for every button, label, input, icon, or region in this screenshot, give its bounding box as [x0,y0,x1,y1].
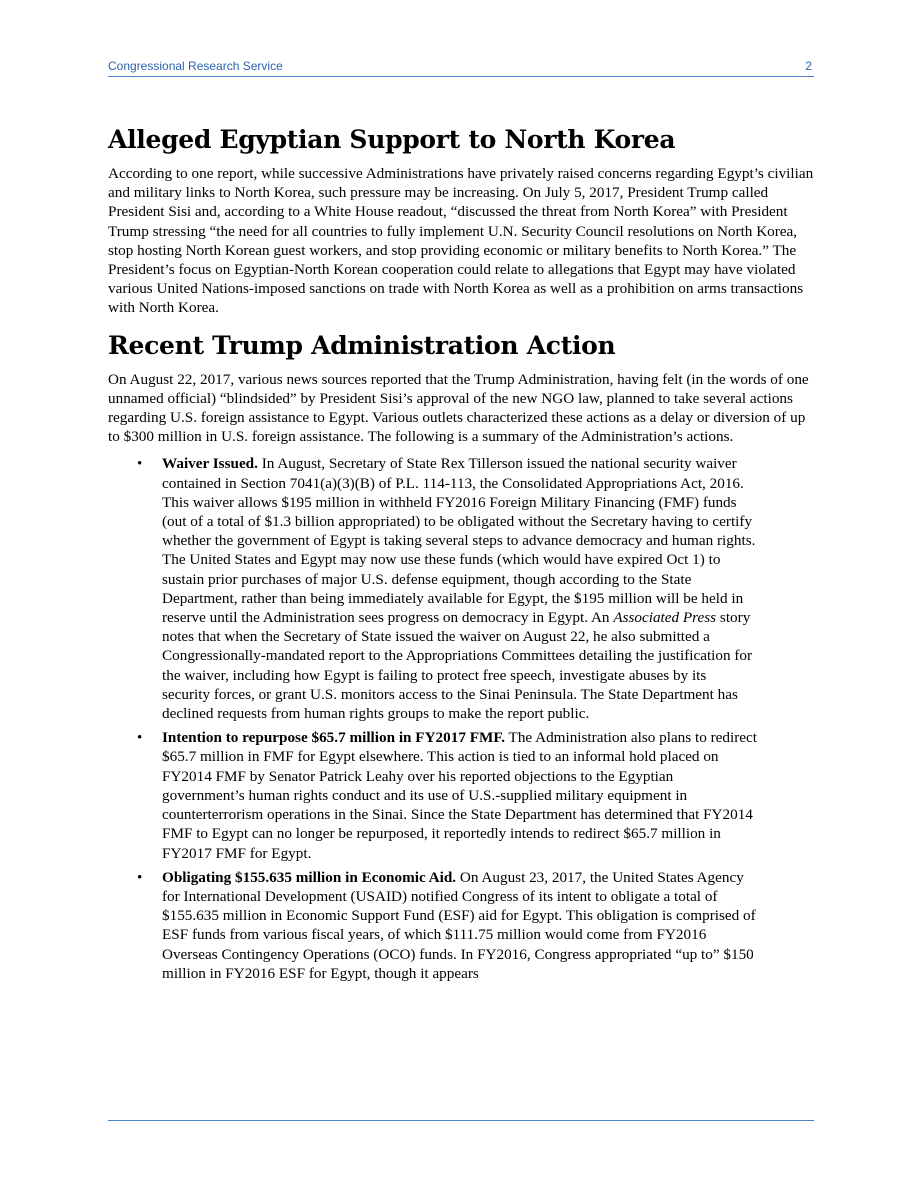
list-item [108,728,814,862]
actions-list [108,454,814,982]
bullet-icon: • [137,729,143,747]
bullet-icon: • [137,455,143,473]
bullet-text: On August 23, 2017, the United States Agency for International Development (USAID) notified Congress of its intent to obligate a total of $155.635 million in Economic Support Fund (ESF) aid for Egypt. This obligation is comprised of ESF funds from various fiscal years, of which $111.75 million would come from FY2016 Overseas Contingency Operations (OCO) funds. In FY2016, Congress appropriated “up to” $150 million in FY2016 ESF for Egypt, though it appears [162,868,756,982]
list-item [108,454,814,723]
section-paragraph: According to one report, while successive Administrations have privately raised concerns regarding Egypt’s civilian and military links to North Korea, such pressure may be increasing. On July 5, 2017, President Trump called President Sisi and, according to a White House readout, “discussed the threat from North Korea” with President Trump stressing “the need for all countries to fully implement U.N. Security Council resolutions on North Korea, stop hosting North Korean guest workers, and stop providing economic or military benefits to North Korea.” The President’s focus on Egyptian-North Korean cooperation could relate to allegations that Egypt may have violated various United Nations-imposed sanctions on trade with North Korea as well as a prohibition on arms transactions with North Korea. [108,165,814,317]
list-item [108,868,814,983]
bullet-italic: Associated Press [613,609,717,627]
bullet-text: In August, Secretary of State Rex Tillerson issued the national security waiver contained in Section 7041(a)(3)(B) of P.L. 114-113, the Consolidated Appropriations Act, 2016. This waiver allows $195 million in withheld FY2016 Foreign Military Financing (FMF) funds (out of a total of $1.3 billion appropriated) to be obligated without the Secretary having to certify whether the government of Egypt is taking several steps to advance democracy and human rights. The United States and Egypt may now use these funds (which would have expired Oct 1) to sustain prior purchases of major U.S. defense equipment, though according to the State Department, rather than being immediately available for Egypt, the $195 million will be held in reserve until the Administration sees progress on democracy in Egypt. An [162,455,756,627]
bullet-title: Intention to repurpose $65.7 million in FY2017 FMF. [162,729,506,747]
running-header [108,56,814,77]
bullet-text: The Administration also plans to redirect $65.7 million in FMF for Egypt elsewhere. This action is tied to an informal hold placed on FY2014 FMF by Senator Patrick Leahy over his reported objections to the Egyptian government’s human rights conduct and its use of U.S.-supplied military equipment in counterterrorism operations in the Sinai. Since the State Department has determined that FY2014 FMF to Egypt can no longer be repurposed, it reportedly intends to redirect $65.7 million in FY2017 FMF for Egypt. [162,729,757,862]
footer-rule [108,1120,814,1121]
page-number: 2 [805,59,812,73]
section-heading: Recent Trump Administration Action [108,330,616,360]
section-paragraph: On August 22, 2017, various news sources reported that the Trump Administration, having felt (in the words of one unnamed official) “blindsided” by President Sisi’s approval of the new NGO law, planned to take several actions regarding U.S. foreign assistance to Egypt. Various outlets characterized these actions as a delay or diversion of up to $300 million in U.S. foreign assistance. The following is a summary of the Administration’s actions. [108,370,809,446]
bullet-text: story notes that when the Secretary of State issued the waiver on August 22, he also submitted a Congressionally-mandated report to the Appropriations Committees detailing the justification for the waiver, including how Egypt is failing to protect free speech, investigate abuses by its security forces, or grant U.S. monitors access to the Sinai Peninsula. The State Department has declined requests from human rights groups to make the report public. [162,609,753,723]
header-org: Congressional Research Service [108,59,283,73]
bullet-title: Waiver Issued. [162,455,258,473]
bullet-title: Obligating $155.635 million in Economic Aid. [162,868,457,886]
document-body [108,124,814,988]
bullet-icon: • [137,868,143,886]
section-heading: Alleged Egyptian Support to North Korea [108,125,676,154]
